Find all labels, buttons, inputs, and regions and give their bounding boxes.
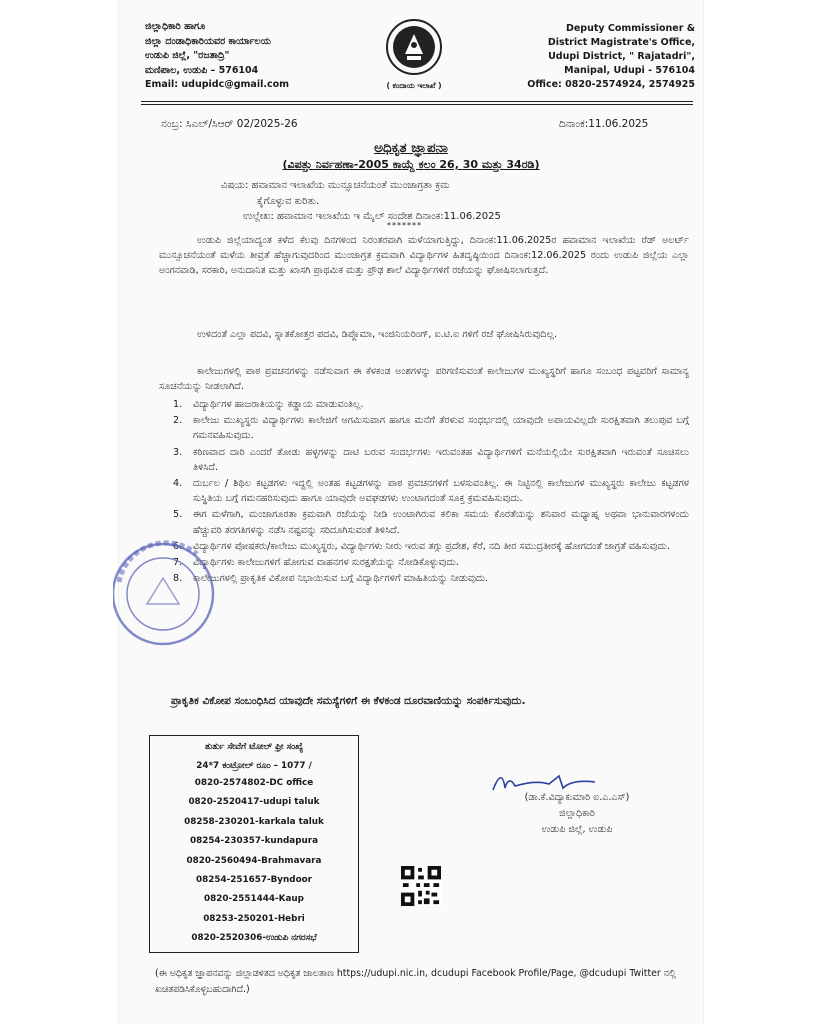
helpline-number: 0820-2520417-udupi taluk bbox=[188, 797, 320, 808]
list-item bbox=[161, 539, 689, 554]
list-item bbox=[161, 445, 689, 475]
header-left-line: ಜಿಲ್ಲಾಧಿಕಾರಿ ಹಾಗೂ bbox=[145, 21, 206, 32]
item-number: 6. bbox=[173, 540, 183, 552]
item-text: ಕಾಲೇಜುಗಳಲ್ಲಿ ಪ್ರಾಕೃತಿಕ ವಿಕೋಪ ನಿಭಾಯಿಸುವ ಬಗ್ಗೆ ವಿದ್ಯಾರ್ಥಿಗಳಿಗೆ ಮಾಹಿತಿಯನ್ನು ನೀಡುವುದು. bbox=[193, 573, 489, 585]
item-number: 5. bbox=[173, 509, 183, 521]
header-left bbox=[145, 20, 335, 93]
reference-number: ನಂಬ್ರ: ಸಿಎಲ್/ಸಿಆರ್ 02/2025-26 bbox=[161, 118, 298, 130]
separator-stars: ******* bbox=[387, 221, 422, 230]
helpline-heading: ತುರ್ತು ಸೇವೆಗೆ ಟೋಲ್ ಫ್ರೀ ಸಂಖ್ಯೆ bbox=[204, 742, 304, 752]
paragraph-text: ಉಡುಪಿ ಜಿಲ್ಲೆಯಾದ್ಯಂತ ಕಳೆದ ಕೆಲವು ದಿನಗಳಿಂದ ನಿರಂತರವಾಗಿ ಮಳೆಯಾಗುತ್ತಿದ್ದು, ದಿನಾಂಕ:11.06.2025ರ ಹವಾಮಾನ ಇಲಾಖೆಯ ರೆಡ್ ಅಲರ್ಟ್ ಮುನ್ಸೂಚನೆಯಂತೆ ಮಳೆಯ ತೀವ್ರತೆ ಹೆಚ್ಚಾಗುವುದರಿಂದ ಮುಂಜಾಗ್ರತ ಕ್ರಮವಾಗಿ ವಿದ್ಯಾರ್ಥಿಗಳ ಹಿತದೃಷ್ಠಿಯಿಂದ ದಿನಾಂಕ:12.06.2025 ರಂದು ಉಡುಪಿ ಜಿಲ್ಲೆಯ ಎಲ್ಲಾ ಅಂಗನವಾಡಿ, ಸರಕಾರಿ, ಅನುದಾನಿತ ಮತ್ತು ಖಾಸಗಿ ಪ್ರಾಥಮಿಕ ಮತ್ತು ಪ್ರೌಢ ಶಾಲೆ ವಿದ್ಯಾರ್ಥಿಗಳಿಗೆ ರಜೆಯನ್ನು ಘೋಷಿಸಲಾಗುತ್ತದೆ. bbox=[159, 235, 689, 277]
paragraph-text: ಕಾಲೇಜುಗಳಲ್ಲಿ ಪಾಠ ಪ್ರವಚನಗಳನ್ನು ನಡೆಸುವಾಗ ಈ ಕೆಳಕಂಡ ಅಂಶಗಳನ್ನು ಪರಿಗಣಿಸುವಂತೆ ಕಾಲೇಜುಗಳ ಮುಖ್ಯಸ್ಥರಿಗೆ ಹಾಗೂ ಸಂಬಂಧ ಪಟ್ಟವರಿಗೆ ಸಾಮಾನ್ಯ ಸೂಚನೆಯನ್ನು ನೀಡಲಾಗಿದೆ. bbox=[159, 366, 689, 393]
header-divider bbox=[141, 101, 693, 102]
helpline-number: 0820-2560494-Brahmavara bbox=[186, 855, 322, 866]
header-divider-thin bbox=[141, 104, 693, 105]
signatory-name: (ಡಾ.ಕೆ.ವಿದ್ಯಾಕುಮಾರಿ ಐ.ಎ.ಎಸ್) bbox=[524, 792, 630, 803]
office-seal-icon bbox=[113, 534, 221, 654]
item-text: ಈಗ ಮಳೆಗಾಗಿ, ಮಂಜಾಗೂರತಾ ಕ್ರಮವಾಗಿ ರಜೆಯನ್ನು ನೀಡಿ ಉಂಟಾಗಿರುವ ಕಲಿಕಾ ಸಮಯ ಕೊರತೆಯನ್ನು ಶನಿವಾರ ಮಧ್ಯಾಹ್ನ ಅಥವಾ ಭಾನುವಾರಗಳಂದು ಹೆಚ್ಚುವರಿ ತರಗತಿಗಳನ್ನು ನಡೆಸಿ ನಷ್ಟವನ್ನು ಸರಿದೂಗಿಸುವಂತೆ ತಿಳಿಸಿದೆ. bbox=[193, 509, 689, 536]
item-number: 4. bbox=[173, 478, 183, 490]
item-number: 7. bbox=[173, 557, 183, 569]
memo-date: ದಿನಾಂಕ:11.06.2025 bbox=[559, 118, 649, 130]
act-reference: (ವಿಪತ್ತು ನಿರ್ವಹಣಾ-2005 ಕಾಯ್ದೆ ಕಲಂ 26, 30 ಮತ್ತು 34ರಡಿ) bbox=[282, 158, 540, 171]
list-item bbox=[161, 571, 689, 586]
item-number: 3. bbox=[173, 446, 183, 458]
helpline-box bbox=[149, 735, 359, 953]
helpline-number: 08254-251657-Byndoor bbox=[195, 875, 313, 886]
instruction-list bbox=[161, 397, 689, 587]
header-left-line: ಉಡುಪಿ ಜಿಲ್ಲೆ, "ರಜತಾದ್ರಿ" bbox=[145, 50, 230, 61]
item-number: 2. bbox=[173, 415, 183, 427]
qr-code-icon bbox=[401, 866, 441, 906]
header-office-phone: Office: 0820-2574924, 2574925 bbox=[527, 79, 695, 90]
signatory-block bbox=[487, 790, 667, 838]
body-paragraph bbox=[159, 364, 689, 394]
list-item bbox=[161, 397, 689, 412]
helpline-number: 0820-2551444-Kaup bbox=[204, 894, 304, 905]
helpline-number: 08253-250201-Hebri bbox=[203, 913, 305, 924]
signatory-designation: ಜಿಲ್ಲಾಧಿಕಾರಿ bbox=[559, 808, 595, 819]
header-left-line: ಮಣಿಪಾಲ, ಉಡುಪಿ – 576104 bbox=[145, 64, 259, 76]
contact-note: ಪ್ರಾಕೃತಿಕ ವಿಕೋಪ ಸಂಬಂಧಿಸಿದ ಯಾವುದೇ ಸಮಸ್ಯೆಗಳಿಗೆ ಈ ಕೆಳಕಂಡ ದೂರವಾಣಿಯನ್ನು ಸಂಪರ್ಕಿಸುವುದು. bbox=[171, 695, 526, 707]
item-number: 1. bbox=[173, 399, 183, 410]
helpline-number: 08254-230357-kundapura bbox=[189, 836, 319, 847]
header-right bbox=[527, 22, 695, 92]
helpline-number: 08258-230201-karkala taluk bbox=[184, 816, 324, 827]
list-item bbox=[161, 413, 689, 443]
memo-title: ಅಧಿಕೃತ ಜ್ಞಾಪನಾ bbox=[374, 140, 448, 156]
subject-line: ಕೈಗೊಳ್ಳುವ ಕುರಿತು. bbox=[257, 195, 320, 207]
emblem-caption: ( ಕಂದಾಯ ಇಲಾಖೆ ) bbox=[386, 81, 442, 90]
karnataka-emblem-icon bbox=[385, 18, 443, 76]
body-paragraph bbox=[159, 233, 689, 279]
header-left-line: ಜಿಲ್ಲಾ ದಂಡಾಧಿಕಾರಿಯವರ ಕಾರ್ಯಾಲಯ bbox=[145, 35, 271, 47]
header-right-line: Deputy Commissioner & bbox=[565, 23, 695, 34]
helpline-number: 0820-2574802-DC office bbox=[194, 778, 314, 788]
subject-line: ವಿಷಯ: ಹವಾಮಾನ ಇಲಾಖೆಯ ಮುನ್ಸೂಚನೆಯಂತೆ ಮುಂಜಾಗ್ರತಾ ಕ್ರಮ bbox=[221, 180, 450, 191]
item-text: ವಿದ್ಯಾರ್ಥಿಗಳು ಕಾಲೇಜುಗಳಿಗೆ ಹೋಗುವ ವಾಹನಗಳ ಸುರಕ್ಷತೆಯನ್ನು ನೋಡಿಕೊಳ್ಳುವುದು. bbox=[193, 557, 459, 569]
item-text: ವಿದ್ಯಾರ್ಥಿಗಳ ಹಾಜರಾತಿಯನ್ನು ಕಡ್ಡಾಯ ಮಾಡುವಂತಿಲ್ಲ. bbox=[193, 399, 364, 410]
reference-line: ಉಲ್ಲೇಖ: ಹವಾಮಾನ ಇಲಾಖೆಯ ಇ ಮೈಲ್ ಸಂದೇಶ ದಿನಾಂಕ:11.06.2025 bbox=[243, 211, 501, 222]
memo-page bbox=[118, 0, 704, 1024]
subject-block bbox=[221, 178, 641, 225]
list-item bbox=[161, 476, 689, 506]
item-text: ವಿದ್ಯಾರ್ಥಿಗಳ ಪೋಷಕರು/ಕಾಲೇಜು ಮುಖ್ಯಸ್ಥರು, ವಿದ್ಯಾರ್ಥಿಗಳು ನೀರು ಇರುವ ತಗ್ಗು ಪ್ರದೇಶ, ಕೆರೆ, ನದಿ ತೀರ ಸಮುದ್ರತೀರಕ್ಕೆ ಹೋಗದಂತೆ ಜಾಗ್ರತೆ ವಹಿಸುವುದು. bbox=[193, 540, 670, 552]
header-right-line: Udupi District, " Rajatadri", bbox=[548, 51, 695, 62]
helpline-heading: 24*7 ಕಂಟ್ರೋಲ್ ರೂಂ – 1077 / bbox=[196, 761, 312, 771]
signatory-office: ಉಡುಪಿ ಜಿಲ್ಲೆ, ಉಡುಪಿ bbox=[541, 824, 613, 835]
header-email: Email: udupidc@gmail.com bbox=[145, 79, 290, 90]
helpline-number: 0820-2520306-ಉಡುಪಿ ನಗರಸಭೆ bbox=[191, 933, 317, 944]
item-text: ದುರ್ಬಲ / ಶಿಥಿಲ ಕಟ್ಟಡಗಳು ಇದ್ದಲ್ಲಿ ಅಂತಹ ಕಟ್ಟಡಗಳನ್ನು ಪಾಠ ಪ್ರವಚನಗಳಿಗೆ ಬಳಸುವಂತಿಲ್ಲ. ಈ ನಿಟ್ಟಿನಲ್ಲಿ ಕಾಲೇಜುಗಳ ಮುಖ್ಯಸ್ಥರು ಕಾಲೇಜು ಕಟ್ಟಡಗಳ ಸುಸ್ಥಿತಿಯ ಬಗ್ಗೆ ಗಮನಹರಿಸುವುದು ಹಾಗೂ ಯಾವುದೇ ಅವಘಡಗಳು ಉಂಟಾಗದಂತೆ ಸೂಕ್ತ ಕ್ರಮವಹಿಸುವುದು. bbox=[193, 478, 689, 505]
list-item bbox=[161, 507, 689, 537]
item-number: 8. bbox=[173, 573, 183, 585]
item-text: ಕಠಿಣವಾದ ದಾರಿ ಎಂದರೆ ತೋಡು ಹಳ್ಳಗಳನ್ನು ದಾಟಿ ಬರುವ ಸಂದರ್ಭಗಳು ಇರುವಂತಹ ವಿದ್ಯಾರ್ಥಿಗಳಿಗೆ ಮನೆಯಲ್ಲಿಯೇ ಸುರಕ್ಷಿತವಾಗಿ ಇರುವಂತೆ ಸೂಚಿಸಲು ತಿಳಿಸಿದೆ. bbox=[193, 446, 689, 473]
header-right-line: Manipal, Udupi - 576104 bbox=[564, 65, 695, 76]
paragraph-text: ಉಳಿದಂತೆ ಎಲ್ಲಾ ಪದವಿ, ಸ್ನಾತಕೋತ್ತರ ಪದವಿ, ಡಿಪ್ಲೊಮಾ, ಇಂಜಿನಿಯರಿಂಗ್, ಐ.ಟಿ.ಐ ಗಳಿಗೆ ರಜೆ ಘೋಷಿಸಿರುವುದಿಲ್ಲ. bbox=[197, 329, 558, 340]
footer-note: (ಈ ಅಧಿಕೃತ ಜ್ಞಾಪನವನ್ನು ಜಿಲ್ಲಾಡಳಿತದ ಅಧಿಕೃತ ಜಾಲತಾಣ https://udupi.nic.in, dcudupi Facebook Profile/Page, @dcudupi Twitter ನಲ್ಲಿ ಖಚಿತಪಡಿಸಿಕೊಳ್ಳಬಹುದಾಗಿದೆ.) bbox=[155, 968, 677, 995]
body-paragraph bbox=[159, 327, 689, 342]
list-item bbox=[161, 555, 689, 570]
header-right-line: District Magistrate's Office, bbox=[547, 37, 695, 48]
item-text: ಕಾಲೇಜು ಮುಖ್ಯಸ್ಥರು ವಿದ್ಯಾರ್ಥಿಗಳು ಕಾಲೇಜಿಗೆ ಆಗಮಿಸುವಾಗ ಹಾಗೂ ಮನೆಗೆ ತೆರಳುವ ಸಂಧರ್ಭದಲ್ಲಿ ಯಾವುದೇ ಅಪಾಯವಿಲ್ಲದೇ ಸುರಕ್ಷಿತವಾಗಿ ತಲುಪುವ ಬಗ್ಗೆ ಗಮನವಹಿಸುವುದು. bbox=[193, 415, 689, 442]
